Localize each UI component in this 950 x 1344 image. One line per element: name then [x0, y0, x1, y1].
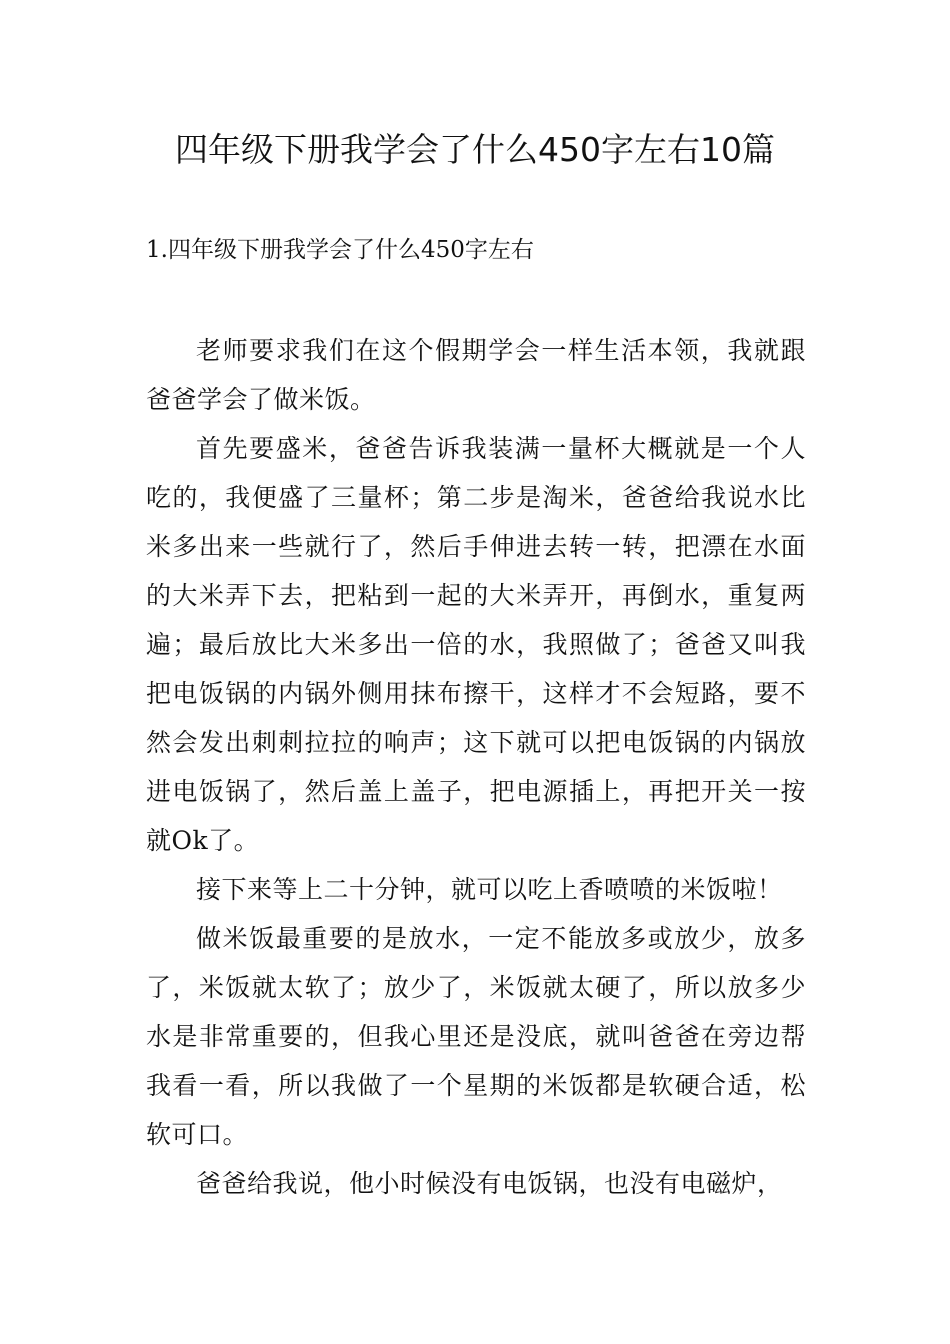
- section-heading: 1.四年级下册我学会了什么450字左右: [146, 237, 534, 263]
- paragraph: 老师要求我们在这个假期学会一样生活本领，我就跟爸爸学会了做米饭。: [146, 336, 806, 414]
- paragraph: 爸爸给我说，他小时候没有电饭锅，也没有电磁炉，: [196, 1169, 783, 1198]
- paragraph: 首先要盛米，爸爸告诉我装满一量杯大概就是一个人吃的，我便盛了三量杯；第二步是淘米，爸爸给我说水比米多出来一些就行了，然后手伸进去转一转，把漂在水面的大米弄下去，把粘到一起的大米弄开，再倒水，重复两遍；最后放比大米多出一倍的水，我照做了；爸爸又叫我把电饭锅的内锅外侧用抹布擦干，这样才不会短路，要不然会发出刺刺拉拉的响声；这下就可以把电饭锅的内锅放进电饭锅了，然后盖上盖子，把电源插上，再把开关一按就Ok了。: [146, 434, 806, 855]
- paragraph: 接下来等上二十分钟，就可以吃上香喷喷的米饭啦！: [196, 875, 783, 904]
- paragraph: 做米饭最重要的是放水，一定不能放多或放少，放多了，米饭就太软了；放少了，米饭就太硬了，所以放多少水是非常重要的，但我心里还是没底，就叫爸爸在旁边帮我看一看，所以我做了一个星期的米饭都是软硬合适，松软可口。: [146, 924, 806, 1149]
- document-title: 四年级下册我学会了什么450字左右10篇: [175, 130, 775, 169]
- document-body: [146, 326, 806, 1208]
